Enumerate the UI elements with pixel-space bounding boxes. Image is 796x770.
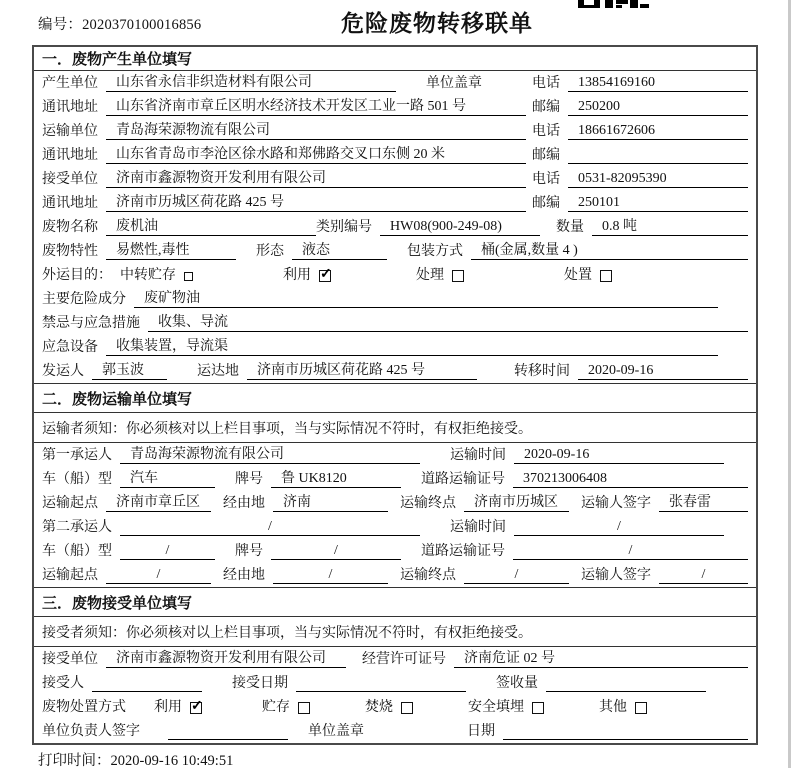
dispatcher-label: 发运人 <box>42 364 84 379</box>
row-receiver-address <box>34 191 756 215</box>
row-route2 <box>34 563 756 587</box>
disposal-other-label: 其他 <box>599 700 627 715</box>
waste-code-value: HW08(900-249-08) <box>380 219 540 236</box>
checkbox-dispose <box>600 270 612 282</box>
carrier2-time-value: / <box>514 519 724 536</box>
vehicle-type-label: 车（船）型 <box>42 472 112 487</box>
responsible-sign-label: 单位负责人签字 <box>42 724 140 739</box>
print-time-line <box>38 749 233 770</box>
emergency-equipment-value: 收集装置，导流渠 <box>106 335 718 356</box>
plate-label: 牌号 <box>235 544 263 559</box>
destination-value: 济南市历城区荷花路 425 号 <box>247 359 477 380</box>
transporter-label: 运输单位 <box>42 124 98 139</box>
carrier-sign-label: 运输人签字 <box>581 496 651 511</box>
waste-props-value: 易燃性,毒性 <box>106 239 236 260</box>
acceptor-label: 接受人 <box>42 676 84 691</box>
form-label: 形态 <box>256 244 284 259</box>
route2-end-value: / <box>464 567 569 584</box>
qr-code-fragment-icon <box>578 0 650 9</box>
checkbox-treat <box>452 270 464 282</box>
seal-label: 单位盖章 <box>426 76 482 91</box>
route2-via-value: / <box>273 567 388 584</box>
qr-block <box>616 5 622 8</box>
receiver-address-value: 济南市历城区荷花路 425 号 <box>106 191 526 212</box>
print-time-value: 2020-09-16 10:49:51 <box>110 753 234 769</box>
disposal-method-label: 废物处置方式 <box>42 700 126 715</box>
phone-label: 电话 <box>532 172 560 187</box>
transport-time-label: 运输时间 <box>450 448 506 463</box>
row-emergency-measures <box>34 311 756 335</box>
row-transporter <box>34 119 756 143</box>
hazard-value: 废矿物油 <box>134 287 718 308</box>
waste-props-label: 废物特性 <box>42 244 98 259</box>
disposal-store-label: 贮存 <box>262 700 290 715</box>
serial-number: 2020370100016856 <box>82 17 202 33</box>
row-dispatch <box>34 359 756 383</box>
section1-header: 一．废物产生单位填写 <box>34 47 756 71</box>
vehicle-type-label: 车（船）型 <box>42 544 112 559</box>
receiver-label: 接受单位 <box>42 172 98 187</box>
row-emergency-equipment <box>34 335 756 359</box>
row-responsible-sign <box>34 719 756 743</box>
row-producer <box>34 71 756 95</box>
section2-notice: 运输者须知：你必须核对以上栏目事项，当与实际情况不符时，有权拒绝接受。 <box>34 413 756 443</box>
row-transporter-address <box>34 143 756 167</box>
row-route1 <box>34 491 756 515</box>
row-receiver <box>34 167 756 191</box>
producer-phone-value: 13854169160 <box>568 75 748 92</box>
row-carrier2 <box>34 515 756 539</box>
row-carrier1 <box>34 443 756 467</box>
route1-via-value: 济南 <box>273 491 388 512</box>
carrier2-value: / <box>120 519 420 536</box>
transporter-phone-value: 18661672606 <box>568 123 748 140</box>
row-producer-address <box>34 95 756 119</box>
emergency-measures-label: 禁忌与应急措施 <box>42 316 140 331</box>
accept-unit-value: 济南市鑫源物资开发利用有限公司 <box>106 647 346 668</box>
address-label: 通讯地址 <box>42 196 98 211</box>
row-acceptor <box>34 671 756 695</box>
checkbox-transfer-storage <box>184 272 193 281</box>
scan-page-edge <box>788 0 791 768</box>
producer-value: 山东省永信非织造材料有限公司 <box>106 71 396 92</box>
zip-label: 邮编 <box>532 196 560 211</box>
destination-label: 运达地 <box>197 364 239 379</box>
signed-quantity-value <box>546 675 706 692</box>
phone-label: 电话 <box>532 124 560 139</box>
serial-label: 编号： <box>38 17 83 33</box>
vehicle1-plate-value: 鲁 UK8120 <box>271 467 401 488</box>
receiver-phone-value: 0531-82095390 <box>568 171 748 188</box>
carrier1-value: 青岛海荣源物流有限公司 <box>120 443 420 464</box>
acceptor-value <box>92 675 202 692</box>
responsible-sign-value <box>168 723 288 740</box>
carrier1-time-value: 2020-09-16 <box>514 447 724 464</box>
vehicle2-type-value: / <box>120 543 215 560</box>
dispatcher-value: 郭玉波 <box>92 359 167 380</box>
zip-label: 邮编 <box>532 100 560 115</box>
transporter-value: 青岛海荣源物流有限公司 <box>106 119 526 140</box>
address-label: 通讯地址 <box>42 100 98 115</box>
disposal-utilize-label: 利用 <box>154 700 182 715</box>
transfer-time-label: 转移时间 <box>514 364 570 379</box>
route-end-label: 运输终点 <box>400 496 456 511</box>
emergency-equipment-label: 应急设备 <box>42 340 98 355</box>
title-wrap <box>0 5 796 38</box>
hazard-label: 主要危险成分 <box>42 292 126 307</box>
checkbox-landfill <box>532 702 544 714</box>
operating-license-value: 济南危证 02 号 <box>454 647 748 668</box>
unit-seal-label: 单位盖章 <box>308 724 364 739</box>
waste-code-label: 类别编号 <box>316 220 372 235</box>
operating-license-label: 经营许可证号 <box>362 652 446 667</box>
producer-address-value: 山东省济南市章丘区明水经济技术开发区工业一路 501 号 <box>106 95 526 116</box>
route-via-label: 经由地 <box>223 496 265 511</box>
row-disposal-method <box>34 695 756 719</box>
checkbox-utilize <box>190 702 202 714</box>
route2-sign-value: / <box>659 567 748 584</box>
row-waste-name <box>34 215 756 239</box>
page-title: 危险废物转移联单 <box>341 11 533 36</box>
qr-block <box>605 0 613 8</box>
transfer-time-value: 2020-09-16 <box>578 363 748 380</box>
zip-label: 邮编 <box>532 148 560 163</box>
qr-block <box>594 0 600 8</box>
accept-unit-label: 接受单位 <box>42 652 98 667</box>
vehicle2-plate-value: / <box>271 543 401 560</box>
waste-name-value: 废机油 <box>106 215 316 236</box>
route-via-label: 经由地 <box>223 568 265 583</box>
transporter-address-value: 山东省青岛市李沧区徐水路和郑佛路交叉口东侧 20 米 <box>106 143 526 164</box>
receiver-zip-value: 250101 <box>568 195 748 212</box>
row-transfer-purpose <box>34 263 756 287</box>
route1-start-value: 济南市章丘区 <box>106 491 211 512</box>
road-license-label: 道路运输证号 <box>421 472 505 487</box>
date-label: 日期 <box>467 724 495 739</box>
route1-end-value: 济南市历城区 <box>464 491 569 512</box>
accept-date-value <box>296 675 466 692</box>
transporter-zip-value <box>568 147 748 164</box>
qr-block <box>616 0 628 4</box>
qr-block <box>640 4 649 8</box>
producer-zip-value: 250200 <box>568 99 748 116</box>
carrier2-label: 第二承运人 <box>42 520 112 535</box>
route2-start-value: / <box>106 567 211 584</box>
route-start-label: 运输起点 <box>42 496 98 511</box>
section3-notice: 接受者须知：你必须核对以上栏目事项，当与实际情况不符时，有权拒绝接受。 <box>34 617 756 647</box>
option-treat-label: 处理 <box>416 268 444 283</box>
option-dispose-label: 处置 <box>564 268 592 283</box>
route-end-label: 运输终点 <box>400 568 456 583</box>
vehicle1-license-value: 370213006408 <box>513 471 748 488</box>
receiver-value: 济南市鑫源物资开发利用有限公司 <box>106 167 526 188</box>
vehicle2-license-value: / <box>513 543 748 560</box>
packaging-label: 包装方式 <box>407 244 463 259</box>
road-license-label: 道路运输证号 <box>421 544 505 559</box>
address-label: 通讯地址 <box>42 148 98 163</box>
row-accept-unit <box>34 647 756 671</box>
phone-label: 电话 <box>532 76 560 91</box>
quantity-value: 0.8 吨 <box>592 215 748 236</box>
manifest-form <box>32 45 758 745</box>
disposal-incinerate-label: 焚烧 <box>365 700 393 715</box>
checkbox-utilize <box>319 270 331 282</box>
producer-label: 产生单位 <box>42 76 98 91</box>
carrier-sign-label: 运输人签字 <box>581 568 651 583</box>
checkbox-other <box>635 702 647 714</box>
route1-sign-value: 张春雷 <box>659 491 748 512</box>
qr-block <box>630 0 638 8</box>
print-time-label: 打印时间： <box>38 753 111 769</box>
transport-time-label: 运输时间 <box>450 520 506 535</box>
row-waste-properties <box>34 239 756 263</box>
form-value: 液态 <box>292 239 387 260</box>
plate-label: 牌号 <box>235 472 263 487</box>
row-hazard-components <box>34 287 756 311</box>
route-start-label: 运输起点 <box>42 568 98 583</box>
row-vehicle1 <box>34 467 756 491</box>
signed-quantity-label: 签收量 <box>496 676 538 691</box>
section2-header: 二．废物运输单位填写 <box>34 383 756 413</box>
option-utilize-label: 利用 <box>283 268 311 283</box>
section3-header: 三．废物接受单位填写 <box>34 587 756 617</box>
accept-date-label: 接受日期 <box>232 676 288 691</box>
packaging-value: 桶(金属,数量 4 ) <box>471 239 748 260</box>
emergency-measures-value: 收集、导流 <box>148 311 748 332</box>
date-value <box>503 723 748 740</box>
quantity-label: 数量 <box>556 220 584 235</box>
option-transfer-storage-label: 中转贮存 <box>120 268 176 283</box>
carrier1-label: 第一承运人 <box>42 448 112 463</box>
disposal-landfill-label: 安全填埋 <box>468 700 524 715</box>
waste-name-label: 废物名称 <box>42 220 98 235</box>
purpose-label: 外运目的： <box>42 268 112 283</box>
vehicle1-type-value: 汽车 <box>120 467 215 488</box>
checkbox-store <box>298 702 310 714</box>
row-vehicle2 <box>34 539 756 563</box>
checkbox-incinerate <box>401 702 413 714</box>
